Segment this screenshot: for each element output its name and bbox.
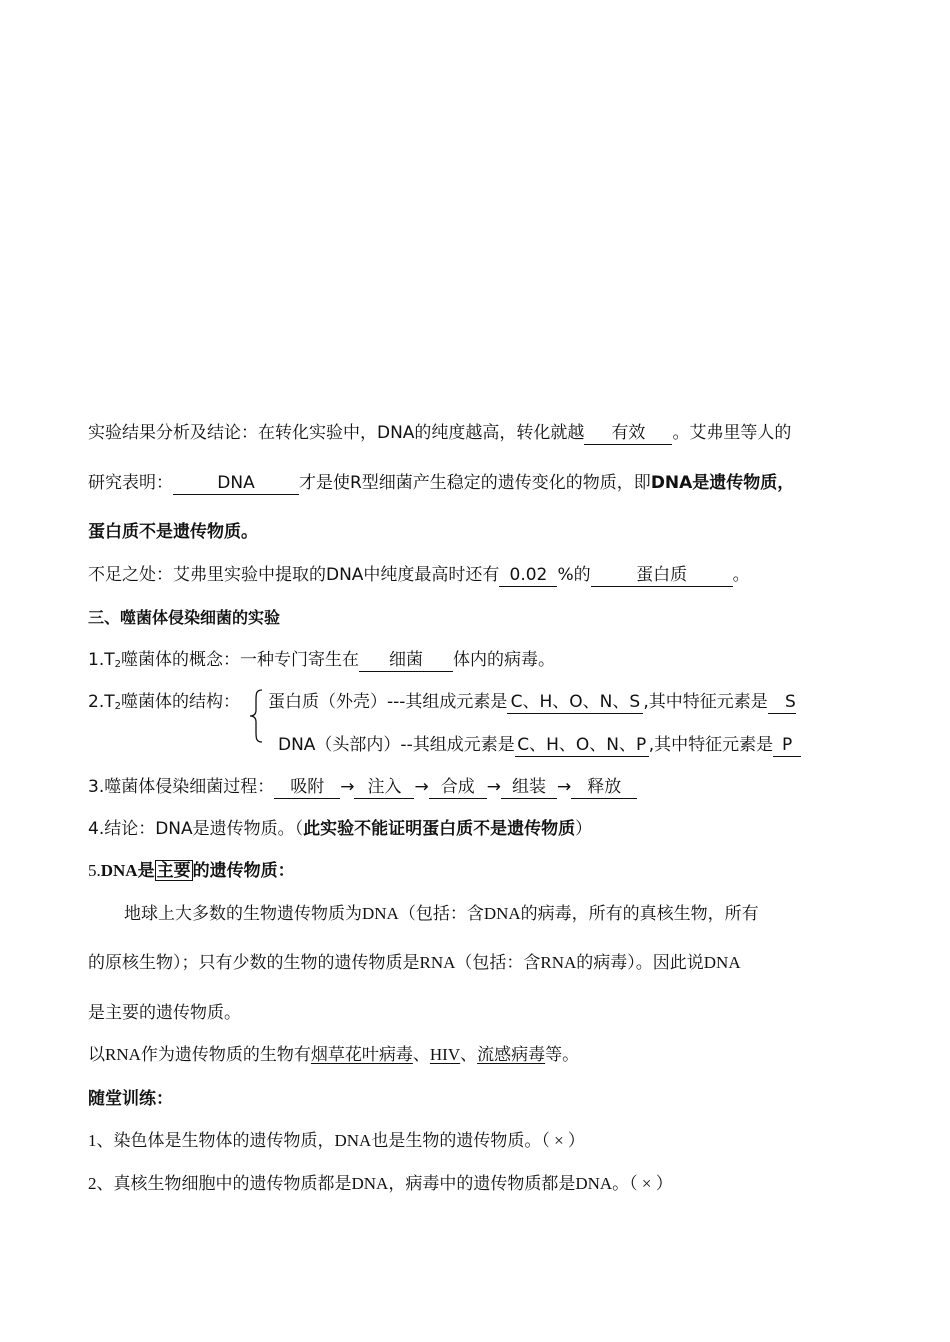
step-synthesize: 合成 — [429, 776, 487, 799]
answer-blank-dna-elements: C、H、O、N、P — [515, 734, 649, 757]
text: 3.噬菌体侵染细菌过程： — [88, 777, 275, 797]
bold-note: 此实验不能证明蛋白质不是遗传物质 — [303, 819, 576, 839]
step-inject: 注入 — [354, 776, 414, 799]
answer-blank-protein-elements: C、H、O、N、S — [507, 691, 643, 714]
text: 研究表明： — [88, 473, 173, 493]
bold-text: 的遗传物质： — [192, 861, 295, 880]
practice-question-2: 2、真核生物细胞中的遗传物质都是DNA，病毒中的遗传物质都是DNA。（ × ） — [88, 1174, 673, 1193]
text: 等。 — [545, 1045, 580, 1064]
arrow-icon: → — [486, 777, 501, 797]
text: 5. — [88, 861, 101, 880]
section-heading: 三、噬菌体侵染细菌的实验 — [88, 608, 281, 627]
bold-text: DNA是 — [100, 861, 155, 880]
text: 体内的病毒。 — [452, 650, 555, 670]
text: ,其中特征元素是 — [648, 735, 774, 755]
text: ） — [575, 819, 593, 839]
step-assemble: 组装 — [501, 776, 557, 799]
text: 以RNA作为遗传物质的生物有 — [88, 1045, 311, 1064]
answer-blank-bacteria: 细菌 — [359, 649, 453, 672]
paragraph-line-3: 是主要的遗传物质。 — [88, 1003, 241, 1022]
paragraph-line-1: 地球上大多数的生物遗传物质为DNA（包括：含DNA的病毒，所有的真核生物，所有 — [124, 904, 759, 923]
text: 。艾弗里等人的 — [672, 423, 792, 443]
practice-question-1: 1、染色体是生物体的遗传物质，DNA也是生物的遗传物质。（ × ） — [88, 1131, 585, 1150]
arrow-icon: → — [556, 777, 572, 797]
arrow-icon: → — [414, 777, 429, 797]
underlined-hiv: HIV — [429, 1045, 461, 1064]
text: 、 — [460, 1045, 478, 1064]
step-adsorb: 吸附 — [274, 776, 340, 799]
boxed-keyword: 主要 — [156, 861, 191, 880]
structure-dna-row — [278, 733, 801, 757]
practice-heading: 随堂训练： — [88, 1089, 173, 1109]
text: 蛋白质（外壳）---其组成元素是 — [268, 692, 508, 712]
curly-brace-icon — [248, 688, 266, 744]
text: 、 — [412, 1045, 430, 1064]
text: 不足之处：艾弗里实验中提取的DNA中纯度最高时还有 — [88, 565, 500, 585]
answer-blank-effective: 有效 — [584, 422, 672, 445]
subscript: 2 — [114, 659, 121, 670]
answer-blank-protein: 蛋白质 — [591, 564, 733, 587]
text: 4.结论：DNA是遗传物质。（ — [88, 819, 304, 839]
paragraph-line-2: 的原核生物）；只有少数的生物的遗传物质是RNA（包括：含RNA的病毒）。因此说DNA — [88, 953, 741, 972]
text: 实验结果分析及结论：在转化实验中，DNA的纯度越高，转化就越 — [88, 423, 585, 443]
answer-blank-dna: DNA — [173, 472, 299, 495]
answer-blank-protein-feature: S — [768, 691, 796, 714]
conclusion-item — [88, 817, 592, 841]
text: DNA（头部内）--其组成元素是 — [278, 735, 515, 755]
rna-organisms-line — [88, 1043, 579, 1067]
text: ,其中特征元素是 — [643, 692, 768, 712]
text: 1.T — [88, 650, 115, 670]
subscript: 2 — [114, 701, 121, 712]
underlined-tmv: 烟草花叶病毒 — [310, 1045, 413, 1064]
arrow-icon: → — [340, 777, 355, 797]
step-release: 释放 — [571, 776, 637, 799]
phage-structure-label — [88, 690, 240, 719]
bold-statement: 蛋白质不是遗传物质。 — [88, 522, 258, 542]
text: 噬菌体的结构： — [120, 692, 240, 712]
shortcoming-line — [88, 563, 750, 587]
structure-protein-row — [268, 690, 796, 714]
conclusion-line-3 — [88, 520, 258, 544]
main-genetic-material-heading — [88, 859, 295, 883]
text: 噬菌体的概念：一种专门寄生在 — [120, 650, 359, 670]
phage-concept-line — [88, 648, 555, 677]
conclusion-line-2 — [88, 471, 794, 495]
text: 。 — [732, 565, 750, 585]
text: 2.T — [88, 692, 115, 712]
text: %的 — [557, 565, 591, 585]
text: 才是使R型细菌产生稳定的遗传变化的物质，即 — [299, 473, 651, 493]
underlined-flu: 流感病毒 — [477, 1045, 546, 1064]
infection-process-line — [88, 775, 637, 799]
answer-blank-dna-feature: P — [773, 734, 801, 757]
answer-blank-purity: 0.02 — [499, 564, 557, 587]
conclusion-line-1 — [88, 421, 791, 445]
bold-statement: DNA是遗传物质， — [650, 473, 795, 493]
